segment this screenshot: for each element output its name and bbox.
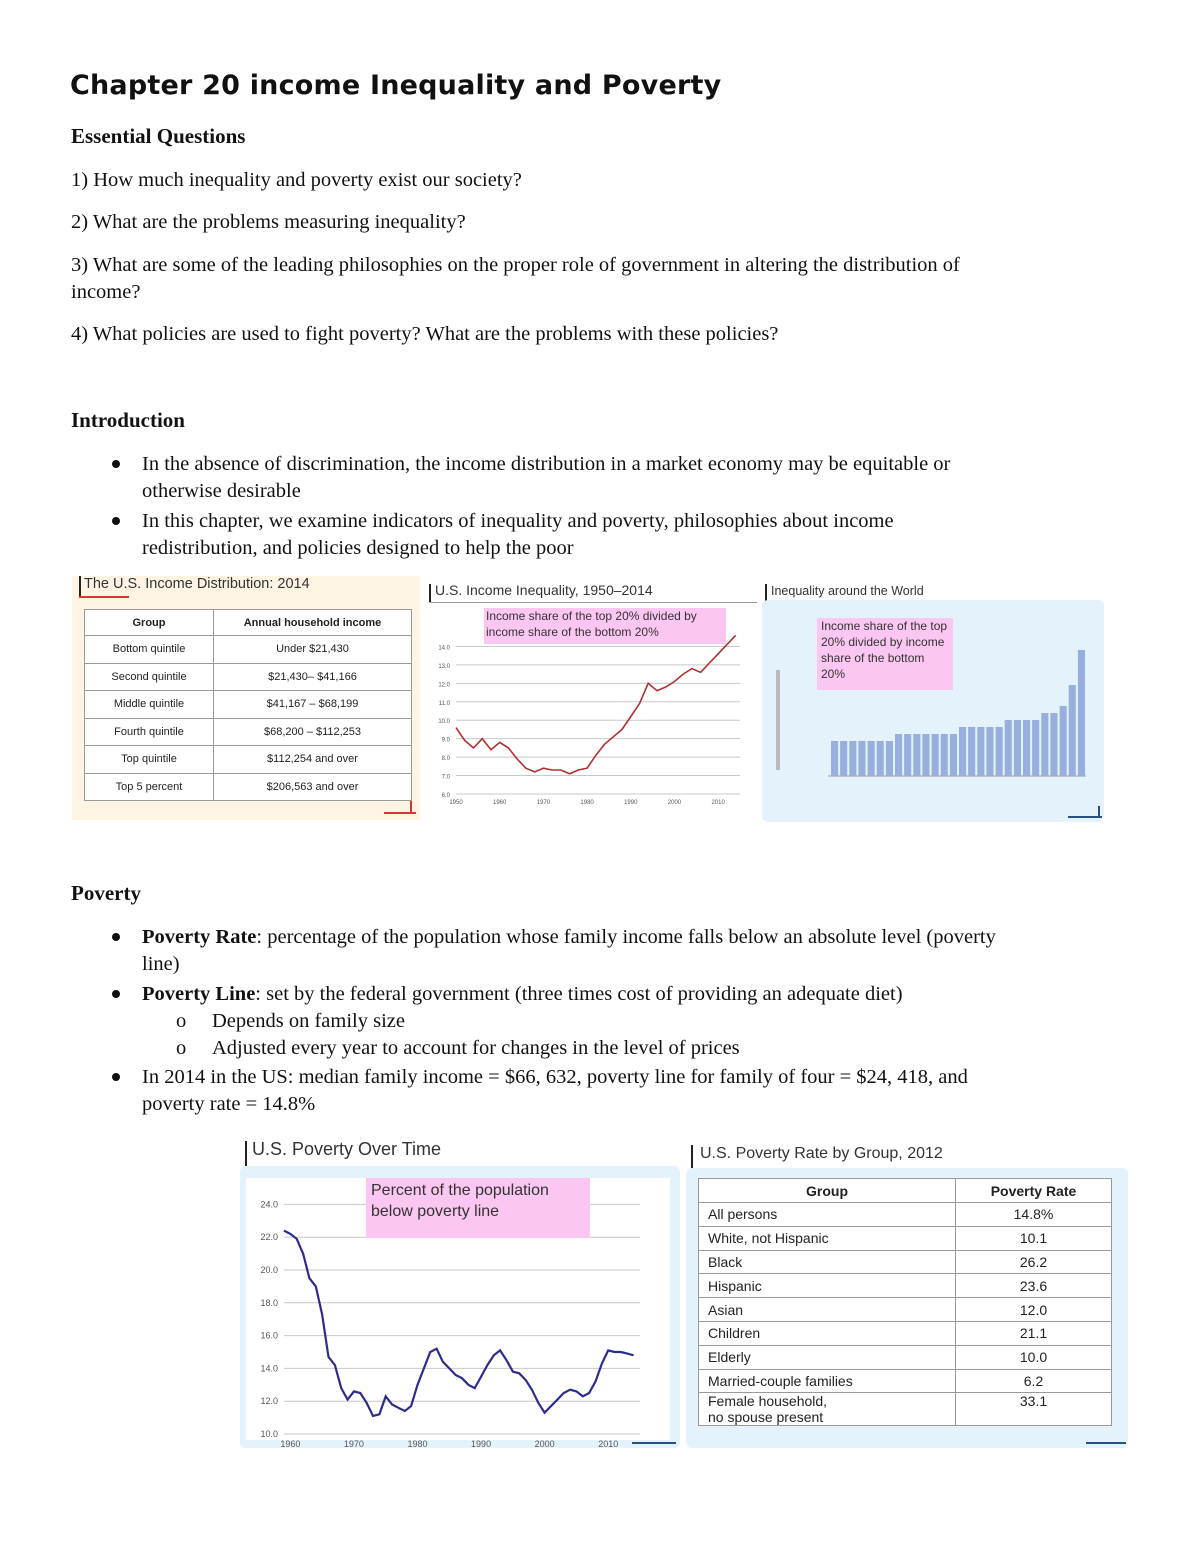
- table-cell: Fourth quintile: [85, 718, 214, 746]
- table-cell-extra: no spouse present: [708, 1409, 824, 1426]
- bar: [831, 741, 838, 776]
- question-4: 4) What policies are used to fight poverty? What are the problems with these policies?: [71, 323, 779, 345]
- series-line: [284, 1231, 634, 1416]
- bar: [1005, 720, 1012, 776]
- x-tick-label: 1950: [449, 800, 463, 806]
- table-cell: 23.6: [956, 1274, 1112, 1298]
- table-cell: Top quintile: [85, 746, 214, 774]
- x-tick-label: 2000: [534, 1439, 555, 1448]
- bar: [950, 734, 957, 776]
- table-cell: $206,563 and over: [214, 773, 412, 801]
- axis-arrow: [776, 670, 780, 770]
- bar: [959, 727, 966, 776]
- table-cell: 33.1: [956, 1393, 1112, 1426]
- table-header: Group: [85, 610, 214, 636]
- figure-title: U.S. Poverty Over Time: [252, 1139, 442, 1159]
- x-tick-label: 1980: [580, 800, 594, 806]
- bar: [1014, 720, 1021, 776]
- x-tick-label: 1970: [536, 800, 551, 806]
- x-tick-label: 1990: [624, 800, 638, 806]
- inequality-figure: [426, 580, 760, 822]
- x-tick-label: 2010: [598, 1439, 619, 1448]
- figure-title: Inequality around the World: [771, 584, 924, 598]
- table-row: [85, 746, 412, 774]
- table-cell: 10.0: [956, 1345, 1112, 1369]
- table-cell: Under $21,430: [214, 636, 412, 664]
- y-tick-label: 9.0: [441, 737, 450, 744]
- page-title: Chapter 20 income Inequality and Poverty: [70, 70, 722, 101]
- table-row: [85, 773, 412, 801]
- table-row: [699, 1369, 1112, 1393]
- table-header: Group: [699, 1179, 956, 1203]
- table-header: Poverty Rate: [956, 1179, 1112, 1203]
- y-tick-label: 18.0: [260, 1297, 278, 1308]
- y-tick-label: 6.0: [441, 793, 450, 799]
- list-item: Poverty Line: set by the federal government (three times cost of providing an adequate diet): [112, 981, 1172, 1009]
- poverty-heading: Poverty: [71, 881, 141, 905]
- x-tick-label: 2010: [711, 800, 725, 806]
- table-cell: White, not Hispanic: [699, 1226, 956, 1250]
- bar: [968, 727, 975, 776]
- table-cell: Children: [699, 1321, 956, 1345]
- question-3: 3) What are some of the leading philosophies on the proper role of government in altering the distribution of income?: [71, 254, 960, 303]
- bar: [840, 741, 847, 776]
- y-tick-label: 8.0: [441, 756, 450, 763]
- table-row: [699, 1250, 1112, 1274]
- intro-heading: Introduction: [71, 408, 185, 432]
- y-tick-label: 7.0: [441, 774, 450, 781]
- income-distribution-figure: [72, 576, 420, 820]
- bar: [1023, 720, 1030, 776]
- table-cell: Asian: [699, 1298, 956, 1322]
- table-row: [699, 1321, 1112, 1345]
- bar: [913, 734, 920, 776]
- table-row: [699, 1203, 1112, 1227]
- y-tick-label: 14.0: [438, 645, 450, 652]
- table-cell: 21.1: [956, 1321, 1112, 1345]
- bar: [877, 741, 884, 776]
- bullet-icon: [112, 990, 120, 998]
- y-tick-label: 10.0: [438, 719, 450, 726]
- question-1: 1) How much inequality and poverty exist our society?: [71, 169, 522, 191]
- table-cell: 6.2: [956, 1369, 1112, 1393]
- table-cell: 10.1: [956, 1226, 1112, 1250]
- table-cell: Elderly: [699, 1345, 956, 1369]
- bar: [941, 734, 948, 776]
- poverty-group-table: [698, 1178, 1112, 1426]
- x-tick-label: 1960: [280, 1439, 301, 1448]
- bar: [858, 741, 865, 776]
- question-2: 2) What are the problems measuring inequality?: [71, 211, 466, 233]
- bar: [895, 734, 902, 776]
- y-tick-label: 12.0: [438, 682, 450, 689]
- bar: [868, 741, 875, 776]
- table-cell: Married-couple families: [699, 1369, 956, 1393]
- table-cell: $68,200 – $112,253: [214, 718, 412, 746]
- bar: [986, 727, 993, 776]
- table-row: [699, 1226, 1112, 1250]
- bar: [904, 734, 911, 776]
- chart-annotation: Income share of the top 20% divided by income share of the bottom 20%: [484, 608, 726, 644]
- table-cell: $41,167 – $68,199: [214, 691, 412, 719]
- y-tick-label: 24.0: [260, 1199, 278, 1210]
- bar: [996, 727, 1003, 776]
- bar: [1041, 713, 1048, 776]
- y-tick-label: 14.0: [260, 1363, 278, 1374]
- bar: [1060, 706, 1067, 776]
- list-item: In 2014 in the US: median family income = $66, 632, poverty line for family of four = $24, 418, and poverty rate = 14.8%: [112, 1064, 1172, 1120]
- table-row: [699, 1274, 1112, 1298]
- table-header: Annual household income: [214, 610, 412, 636]
- x-tick-label: 1960: [493, 800, 507, 806]
- bar: [1032, 720, 1039, 776]
- bullet-icon: [112, 933, 120, 941]
- table-cell: Hispanic: [699, 1274, 956, 1298]
- y-tick-label: 13.0: [438, 663, 450, 670]
- series-line: [456, 635, 736, 773]
- figure-title: The U.S. Income Distribution: 2014: [84, 576, 310, 592]
- y-tick-label: 12.0: [260, 1396, 278, 1407]
- table-cell: All persons: [699, 1203, 956, 1227]
- chart-annotation: Income share of the top 20% divided by income share of the bottom 20%: [817, 618, 953, 690]
- bar: [1078, 650, 1085, 776]
- x-tick-label: 1990: [471, 1439, 492, 1448]
- bar: [1069, 685, 1076, 776]
- table-row: [699, 1393, 1112, 1426]
- bullet-icon: [112, 517, 120, 525]
- bar: [886, 741, 893, 776]
- chart-annotation: Percent of the population below poverty line: [366, 1178, 590, 1238]
- table-cell: 12.0: [956, 1298, 1112, 1322]
- bar: [977, 727, 984, 776]
- poverty-by-group-figure: [686, 1138, 1128, 1448]
- table-cell: Top 5 percent: [85, 773, 214, 801]
- table-row: [85, 718, 412, 746]
- table-cell: Bottom quintile: [85, 636, 214, 664]
- table-row: [699, 1298, 1112, 1322]
- table-cell: $112,254 and over: [214, 746, 412, 774]
- x-tick-label: 1970: [343, 1439, 364, 1448]
- list-item: In this chapter, we examine indicators of inequality and poverty, philosophies about income redistribution, and policies designed to help the poor: [112, 508, 1162, 564]
- figure-title: U.S. Income Inequality, 1950–2014: [435, 582, 653, 598]
- list-item: Poverty Rate: percentage of the population whose family income falls below an absolute level (poverty line): [112, 924, 1172, 980]
- table-cell: 14.8%: [956, 1203, 1112, 1227]
- bullet-icon: [112, 460, 120, 468]
- table-row: [85, 691, 412, 719]
- x-tick-label: 2000: [667, 800, 682, 806]
- bar: [849, 741, 856, 776]
- bar: [932, 734, 939, 776]
- table-row: [699, 1345, 1112, 1369]
- y-tick-label: 22.0: [260, 1232, 278, 1243]
- table-cell: Middle quintile: [85, 691, 214, 719]
- income-table: [84, 609, 412, 801]
- table-cell: Female household, no spouse present: [699, 1393, 956, 1426]
- y-tick-label: 16.0: [260, 1330, 278, 1341]
- bar: [1050, 713, 1057, 776]
- list-item: In the absence of discrimination, the income distribution in a market economy may be equitable or otherwise desirable: [112, 451, 1162, 507]
- world-inequality-figure: [762, 580, 1104, 822]
- bar: [922, 734, 929, 776]
- x-tick-label: 1980: [407, 1439, 428, 1448]
- table-cell: $21,430– $41,166: [214, 663, 412, 691]
- bullet-icon: [112, 1073, 120, 1081]
- y-tick-label: 10.0: [260, 1429, 278, 1439]
- poverty-over-time-figure: [240, 1134, 680, 1448]
- table-cell: Black: [699, 1250, 956, 1274]
- essential-heading: Essential Questions: [71, 124, 246, 148]
- figure-title: U.S. Poverty Rate by Group, 2012: [700, 1145, 943, 1162]
- table-row: [85, 636, 412, 664]
- table-cell: Second quintile: [85, 663, 214, 691]
- y-tick-label: 11.0: [438, 700, 450, 707]
- y-tick-label: 20.0: [260, 1265, 278, 1275]
- table-cell: 26.2: [956, 1250, 1112, 1274]
- table-row: [85, 663, 412, 691]
